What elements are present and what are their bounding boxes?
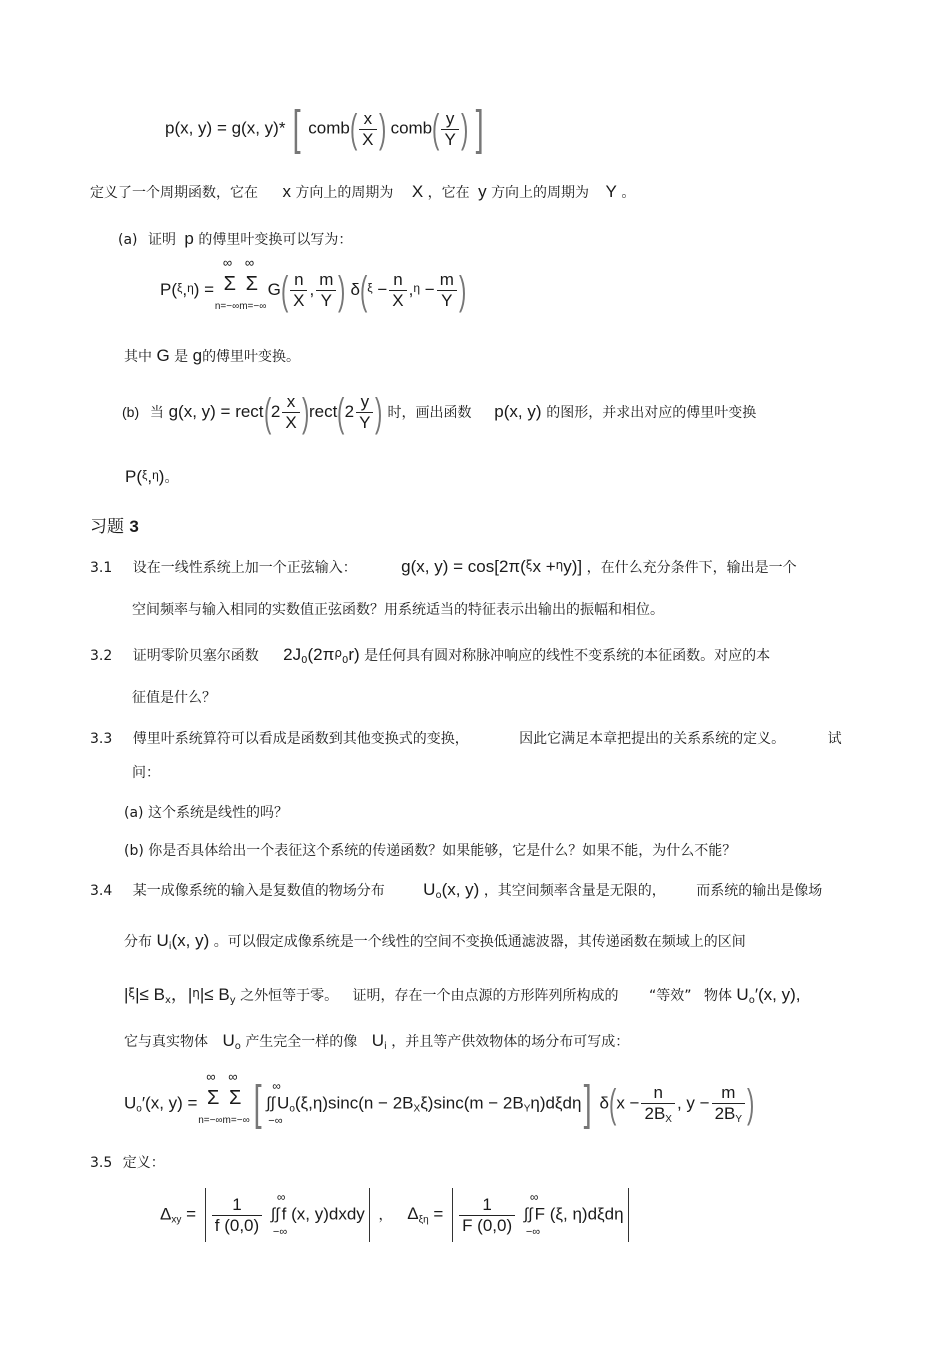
bracket-right: ] xyxy=(475,102,484,155)
problem-3-2: 3.2 证明零阶贝塞尔函数 $2J_0(2\pi\rho_0r)$ 是任何具有圆对称脉冲响应的线性不变系统的本征函数。对应的本 xyxy=(90,645,771,666)
problem-3-2-cont: 征值是什么？ xyxy=(132,690,216,706)
eq1-comb2: comb xyxy=(390,118,433,138)
part-a-prompt: (a) 证明 p 的傅里叶变换可以写为： xyxy=(118,229,353,248)
part-b-prompt: (b) 当 g(x, y) = rect(2 $\frac{x}{X}$ )rect(2 $\frac{y}{Y}$ ) 时，画出函数 p(x, y) 的图形，并求出对应的傅里叶变换 xyxy=(122,390,757,435)
problem-3-4: 3.4 某一成像系统的输入是复数值的物场分布 $U_o(x$, y) ，其空间频率含量是无限的， 而系统的输出是像场 xyxy=(90,880,823,901)
equation-fourier-transform: P(ξ,η) = ∞ Σ ∞ Σ n=−∞m=−∞ G( $\frac{n}{X}$ , $\frac{m}{Y}$ ) δ(ξ − $\frac{n}{X}$ ,η − $\frac{m}{Y}$ ) xyxy=(160,255,467,313)
problem-3-1: 3.1 设在一线性系统上加一个正弦输入： g(x, y) = cos[2π(ξx +ηy)] ，在什么充分条件下，输出是一个 xyxy=(90,557,797,576)
equation-equivalent-object: $U_o'(x$, y) = ∞ Σ ∞ Σ n=−∞m=−∞ [ ∞ ∫∫ −∞ $U_o(\xi,\eta)\sin c(n - 2B_X\xi)\sin c(m - 2B_Y\eta)d\xi d\eta$] δ(x − $\frac{n}{2B_X}$ , y − $\frac{m}{2B_Y}$ ) xyxy=(124,1068,755,1130)
problem-3-1-cont: 空间频率与输入相同的实数值正弦函数？用系统适当的特征表示出输出的振幅和相位。 xyxy=(132,602,664,618)
eq1-comb1: comb xyxy=(308,118,350,138)
bracket-left: [ xyxy=(292,102,301,155)
delta-symbol: δ xyxy=(350,279,360,299)
part-b-transform: P(ξ,η)。 xyxy=(125,467,179,486)
problem-3-5: 3.5 定义： xyxy=(90,1155,165,1171)
problem-3-3-a: (a) 这个系统是线性的吗？ xyxy=(124,805,288,821)
problem-3-3: 3.3 傅里叶系统算符可以看成是函数到其他变换式的变换， 因此它满足本章把提出的关系系统的定义。 试 xyxy=(90,731,842,747)
eq1-lhs: p(x, y) = g(x, y)* xyxy=(165,118,286,138)
frac-x-over-X: $\frac{x}{X}$ xyxy=(359,109,376,150)
g-transform-line: 其中 G 是 g的傅里叶变换。 xyxy=(124,346,301,365)
equation-delta-definitions: $\Delta_{xy}$ = $\frac{1}{f (0,0)}$ ∞ ∫∫ −∞ f (x, y)dxdy ， $\Delta_{\xi\eta}$ = $\frac{1}{F (0,0)}$ ∞ ∫∫ −∞ F (ξ, η)dξdη xyxy=(160,1188,633,1242)
problem-3-4-line3: $|\xi|\le B_x$，$|\eta|\le B_y$ 之外恒等于零。 证明，存在一个由点源的方形阵列所构成的 “等效” 物体 $U_o'(x$, y), xyxy=(124,985,801,1006)
double-sum: ∞ Σ ∞ Σ n=−∞m=−∞ xyxy=(214,255,267,312)
problem-3-3-cont: 问： xyxy=(132,765,160,781)
section-heading: 习题 3 xyxy=(90,517,139,537)
problem-3-4-line4: 它与真实物体 $U_o$ 产生完全一样的像 $U_i$ ，并且等产供效物体的场分布可写成： xyxy=(124,1031,630,1052)
problem-3-4-line2: 分布 $U_i(x$, y) 。可以假定成像系统是一个线性的空间不变换低通滤波器，其传递函数在频域上的区间 xyxy=(124,931,746,952)
equation-periodic-function: p(x, y) = g(x, y)* [ comb( $\frac{x}{X}$ ) comb( $\frac{y}{Y}$ ) ] xyxy=(165,102,484,155)
definition-line: 定义了一个周期函数，它在 x 方向上的周期为 X ，它在 y 方向上的周期为 Y 。 xyxy=(90,182,636,201)
problem-3-3-b: (b) 你是否具体给出一个表征这个系统的传递函数？如果能够，它是什么？如果不能，为什么不能？ xyxy=(124,843,737,859)
frac-y-over-Y: $\frac{y}{Y}$ xyxy=(441,109,458,150)
